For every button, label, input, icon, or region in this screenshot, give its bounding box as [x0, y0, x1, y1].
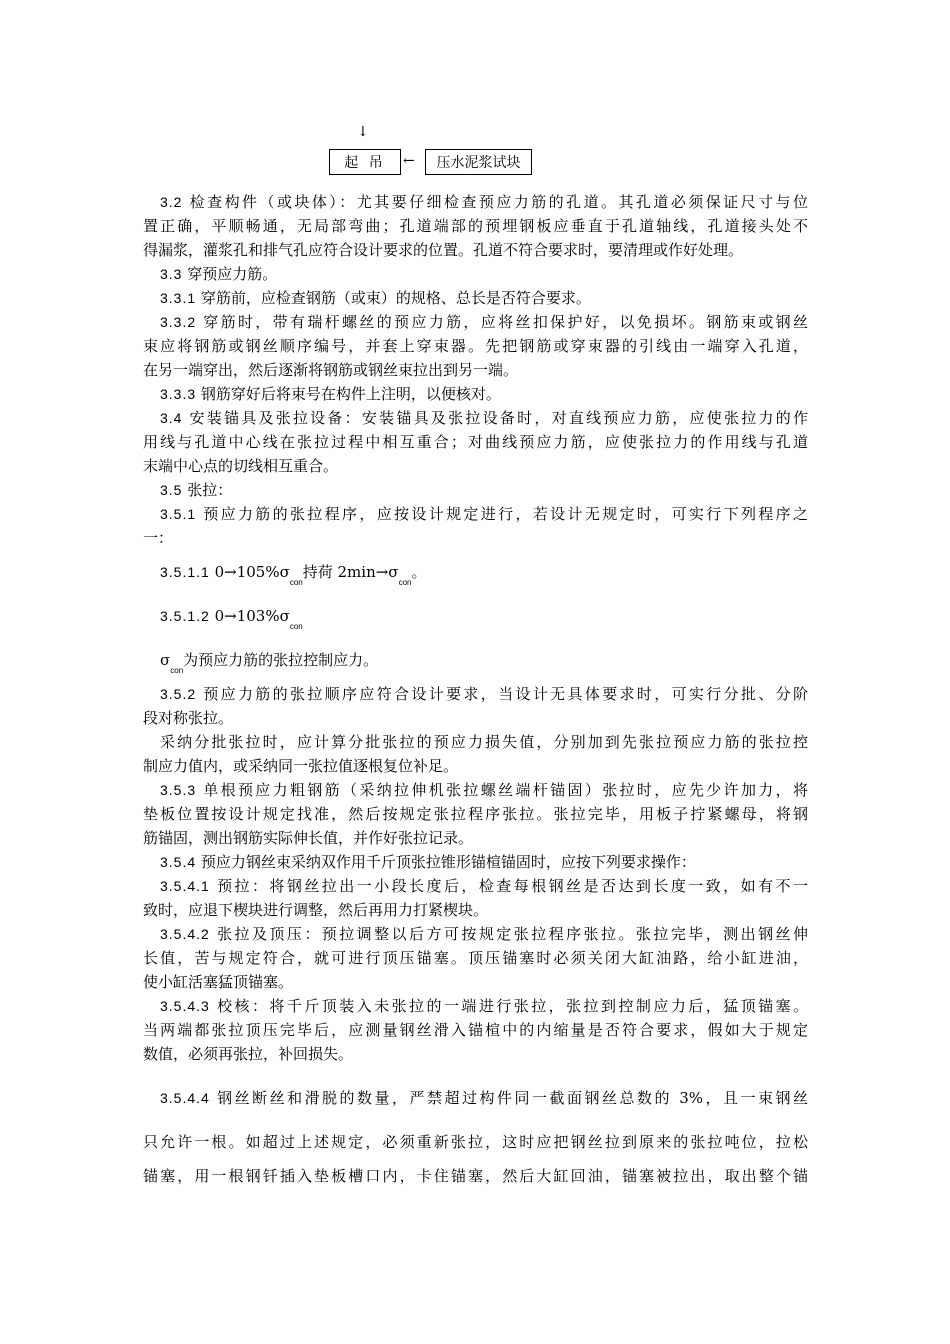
paragraph-3-5-4-4-line-2: 只允许一根。如超过上述规定，必须重新张拉，这时应把钢丝拉到原来的张拉吨位，拉松 — [143, 1133, 808, 1151]
paragraph-3-5-3-line-2: 垫板位置按设计规定找准，然后按规定张拉程序张拉。张拉完毕，用板子拧紧螺母，将钢 — [143, 805, 808, 823]
paragraph-3-4-line-3: 末端中心点的切线相互重合。 — [143, 457, 339, 475]
paragraph-3-5-3-line-1: 3.5.3 单根预应力粗钢筋（采纳拉伸机张拉螺丝端杆锚固）张拉时，应先少许加力，将 — [160, 781, 808, 799]
paragraph-3-5-4-2-line-2: 长值，苦与规定符合，就可进行顶压锚塞。顶压锚塞时必须关闭大缸油路，给小缸进油， — [143, 949, 808, 967]
paragraph-batch-line-2: 制应力值内，或采纳同一张拉值逐根复位补足。 — [143, 757, 459, 775]
arrow-down-icon: ↓ — [357, 124, 369, 140]
paragraph-3-5-4-1-line-2: 致时，应退下楔块进行调整，然后再用力打紧楔块。 — [143, 901, 489, 919]
paragraph-3-3-1: 3.3.1 穿筋前，应检查钢筋（或束）的规格、总长是否符合要求。 — [160, 289, 591, 307]
paragraph-3-3-3: 3.3.3 钢筋穿好后将束号在构件上注明，以便核对。 — [160, 385, 501, 403]
paragraph-3-3-2-line-1: 3.3.2 穿筋时，带有瑞杆螺丝的预应力筋，应将丝扣保护好，以免损坏。钢筋束或钢丝 — [160, 313, 808, 331]
paragraph-3-4-line-1: 3.4 安装锚具及张拉设备：安装锚具及张拉设备时，对直线预应力筋，应使张拉力的作 — [160, 409, 808, 427]
paragraph-3-5-4-1-line-1: 3.5.4.1 预拉：将钢丝拉出一小段长度后，检查每根钢丝是否达到长度一致，如有不一 — [160, 877, 808, 895]
sigma-definition: $\sigma_{con}$为预应力筋的张拉控制应力。 — [160, 651, 379, 675]
paragraph-3-5-4-2-line-3: 使小缸活塞猛顶锚塞。 — [143, 973, 294, 991]
flowchart-fragment — [0, 0, 950, 190]
flow-box-grout-test: 压水泥浆试块 — [425, 149, 532, 175]
heading-3-3: 3.3 穿预应力筋。 — [160, 265, 278, 283]
paragraph-3-5-4-3-line-2: 当两端都张拉顶压完毕后，应测量钢丝滑入锚楦中的内缩量是否符合要求，假如大于规定 — [143, 1021, 808, 1039]
paragraph-3-5-1-line-2: 一： — [143, 529, 174, 547]
paragraph-3-4-line-2: 用线与孔道中心线在张拉过程中相互重合；对曲线预应力筋，应使张拉力的作用线与孔道 — [143, 433, 808, 451]
paragraph-3-5-1-line-1: 3.5.1 预应力筋的张拉程序，应按设计规定进行，若设计无规定时，可实行下列程序之 — [160, 505, 808, 523]
paragraph-3-5-4-3-line-3: 数值，必须再张拉，补回损失。 — [143, 1045, 354, 1063]
paragraph-3-5-2-line-2: 段对称张拉。 — [143, 709, 234, 727]
formula-3-5-1-2: 3.5.1.2 $0\to 103\%\sigma_{con}$ — [160, 607, 303, 631]
paragraph-3-5-2-line-1: 3.5.2 预应力筋的张拉顺序应符合设计要求，当设计无具体要求时，可实行分批、分阶 — [160, 685, 808, 703]
paragraph-3-5-3-line-3: 筋锚固，测出钢筋实际伸长值，并作好张拉记录。 — [143, 829, 474, 847]
body-text — [143, 190, 808, 1188]
paragraph-3-3-2-line-2: 束应将钢筋或钢丝顺序编号，并套上穿束器。先把钢筋或穿束器的引线由一端穿入孔道， — [143, 337, 808, 355]
paragraph-3-5-4-3-line-1: 3.5.4.3 校核：将千斤顶装入未张拉的一端进行张拉，张拉到控制应力后，猛顶锚塞。 — [160, 997, 808, 1015]
arrow-left-icon: ← — [403, 153, 415, 169]
paragraph-3-5-4: 3.5.4 预应力钢丝束采纳双作用千斤顶张拉锥形锚楦锚固时，应按下列要求操作： — [160, 853, 696, 871]
heading-3-5: 3.5 张拉： — [160, 481, 233, 499]
paragraph-3-5-4-4-line-1: 3.5.4.4 钢丝断丝和滑脱的数量，严禁超过构件同一截面钢丝总数的 3%，且一束钢丝 — [160, 1089, 808, 1107]
paragraph-batch-line-1: 采纳分批张拉时，应计算分批张拉的预应力损失值，分别加到先张拉预应力筋的张拉控 — [160, 733, 808, 751]
formula-3-5-1-1: 3.5.1.1 $0\to 105\%\sigma_{con}$持荷 $2\min\to\sigma_{con}$。 — [160, 563, 427, 587]
paragraph-3-5-4-4-line-3: 锚塞，用一根钢钎插入垫板槽口内，卡住锚塞，然后大缸回油，锚塞被拉出，取出整个锚 — [143, 1167, 808, 1185]
paragraph-3-5-4-2-line-1: 3.5.4.2 张拉及顶压：预拉调整以后方可按规定张拉程序张拉。张拉完毕，测出钢丝伸 — [160, 925, 808, 943]
paragraph-3-2-line-2: 置正确，平顺畅通，无局部弯曲；孔道端部的预埋钢板应垂直于孔道轴线，孔道接头处不 — [143, 217, 808, 235]
paragraph-3-2-line-1: 3.2 检查构件（或块体）：尤其要仔细检查预应力筋的孔道。其孔道必须保证尺寸与位 — [160, 193, 808, 211]
paragraph-3-3-2-line-3: 在另一端穿出，然后逐渐将钢筋或钢丝束拉出到另一端。 — [143, 361, 519, 379]
paragraph-3-2-line-3: 得漏浆，灌浆孔和排气孔应符合设计要求的位置。孔道不符合要求时，要清理或作好处理。 — [143, 241, 744, 259]
flow-box-lift: 起 吊 — [329, 149, 401, 175]
